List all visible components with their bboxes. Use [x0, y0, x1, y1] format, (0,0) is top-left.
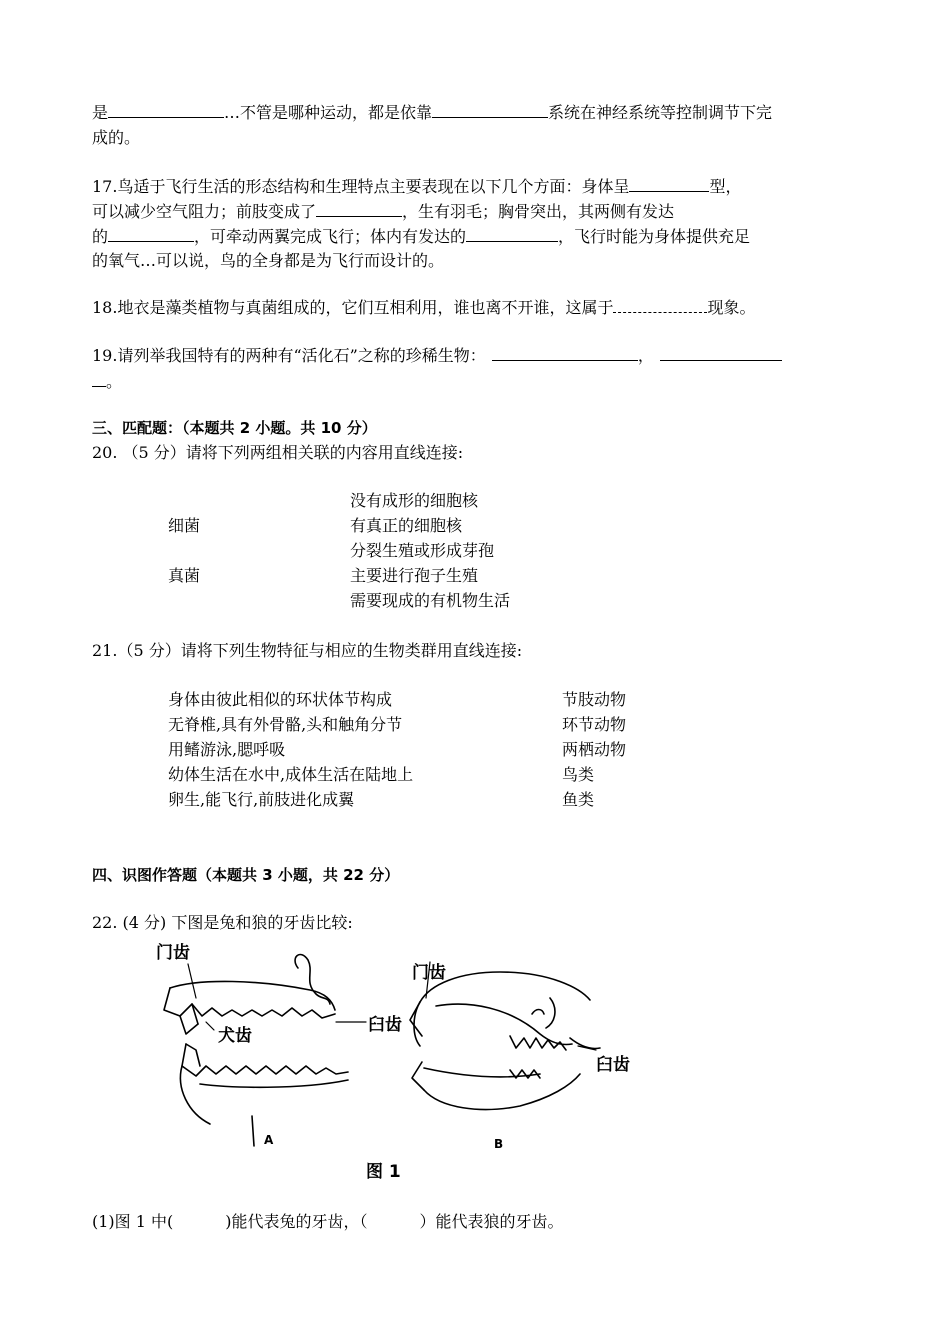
q22-prompt: 22. (4 分) 下图是兔和狼的牙齿比较:	[92, 913, 353, 932]
q21-left-item[interactable]: 用鳍游泳,腮呼吸	[168, 740, 286, 759]
answer-blank[interactable]	[316, 200, 402, 217]
teeth-comparison-figure	[140, 938, 660, 1188]
figure-caption: 图 1	[366, 1162, 401, 1182]
q18-line: 18.地衣是藻类植物与真菌组成的，它们互相利用，谁也离不开谁，这属于 现象。	[92, 298, 756, 317]
q17-line2: 可以减少空气阻力；前肢变成了 ，生有羽毛；胸骨突出，其两侧有发达	[92, 202, 675, 221]
q19-line1: 19.请列举我国特有的两种有“活化石”之称的珍稀生物： ，	[92, 344, 782, 367]
q21-prompt: 21.（5 分）请将下列生物特征与相应的生物类群用直线连接:	[92, 641, 523, 660]
q21-left-item[interactable]: 幼体生活在水中,成体生活在陆地上	[168, 765, 414, 784]
q20-right-item[interactable]: 分裂生殖或形成芽孢	[350, 541, 495, 560]
answer-blank[interactable]	[108, 225, 194, 242]
label-b-incisor: 门齿	[412, 963, 446, 983]
section4-heading: 四、识图作答题（本题共 3 小题，共 22 分）	[92, 866, 400, 884]
q17-line1: 17.鸟适于飞行生活的形态结构和生理特点主要表现在以下几个方面：身体呈 型，	[92, 177, 742, 196]
q21-right-item[interactable]: 鱼类	[562, 790, 595, 809]
answer-blank[interactable]	[108, 101, 224, 118]
q21-right-item[interactable]: 环节动物	[562, 715, 627, 734]
q20-right-item[interactable]: 主要进行孢子生殖	[350, 566, 479, 585]
answer-blank[interactable]	[613, 298, 707, 313]
label-a-canine: 犬齿	[218, 1026, 252, 1046]
section3-heading: 三、匹配题：（本题共 2 小题。共 10 分）	[92, 419, 377, 437]
rabbit-skull-drawing	[410, 972, 600, 1109]
q20-left-item[interactable]: 真菌	[168, 566, 201, 585]
wolf-lower-jaw-drawing	[180, 1044, 348, 1146]
wolf-upper-jaw-drawing	[164, 955, 335, 1034]
label-a-incisor: 门齿	[156, 943, 190, 963]
q20-right-item[interactable]: 有真正的细胞核	[350, 516, 463, 535]
answer-blank[interactable]	[492, 344, 638, 361]
q17-line4: 的氧气…可以说，鸟的全身都是为飞行而设计的。	[92, 251, 445, 270]
q20-left-item[interactable]: 细菌	[168, 516, 201, 535]
q21-right-item[interactable]: 鸟类	[562, 765, 595, 784]
q19-line2: 。	[92, 370, 122, 393]
answer-blank[interactable]	[466, 225, 558, 242]
q21-left-item[interactable]: 无脊椎,具有外骨骼,头和触角分节	[168, 715, 403, 734]
q21-left-item[interactable]: 身体由彼此相似的环状体节构成	[168, 690, 393, 709]
answer-blank[interactable]	[660, 344, 782, 361]
answer-blank[interactable]	[92, 370, 106, 387]
q17-line3: 的 ，可牵动两翼完成飞行；体内有发达的 ，飞行时能为身体提供充足	[92, 227, 751, 246]
sub-label-a: A	[264, 1133, 274, 1147]
label-b-molar: 臼齿	[596, 1055, 630, 1075]
q20-right-item[interactable]: 没有成形的细胞核	[350, 491, 479, 510]
q22-sub1: (1)图 1 中( )能代表兔的牙齿，（ ）能代表狼的牙齿。	[92, 1212, 564, 1231]
q21-left-item[interactable]: 卵生,能飞行,前肢进化成翼	[168, 790, 355, 809]
q20-prompt: 20. （5 分）请将下列两组相关联的内容用直线连接:	[92, 443, 464, 462]
q21-right-item[interactable]: 节肢动物	[562, 690, 627, 709]
sub-label-b: B	[494, 1137, 504, 1151]
answer-blank[interactable]	[432, 101, 548, 118]
q16-line2: 成的。	[92, 128, 141, 147]
q21-right-item[interactable]: 两栖动物	[562, 740, 627, 759]
q20-right-item[interactable]: 需要现成的有机物生活	[350, 591, 511, 610]
label-a-molar: 臼齿	[368, 1015, 402, 1035]
q16-line1: 是 …不管是哪种运动，都是依靠 系统在神经系统等控制调节下完	[92, 103, 773, 122]
answer-blank[interactable]	[629, 175, 709, 192]
